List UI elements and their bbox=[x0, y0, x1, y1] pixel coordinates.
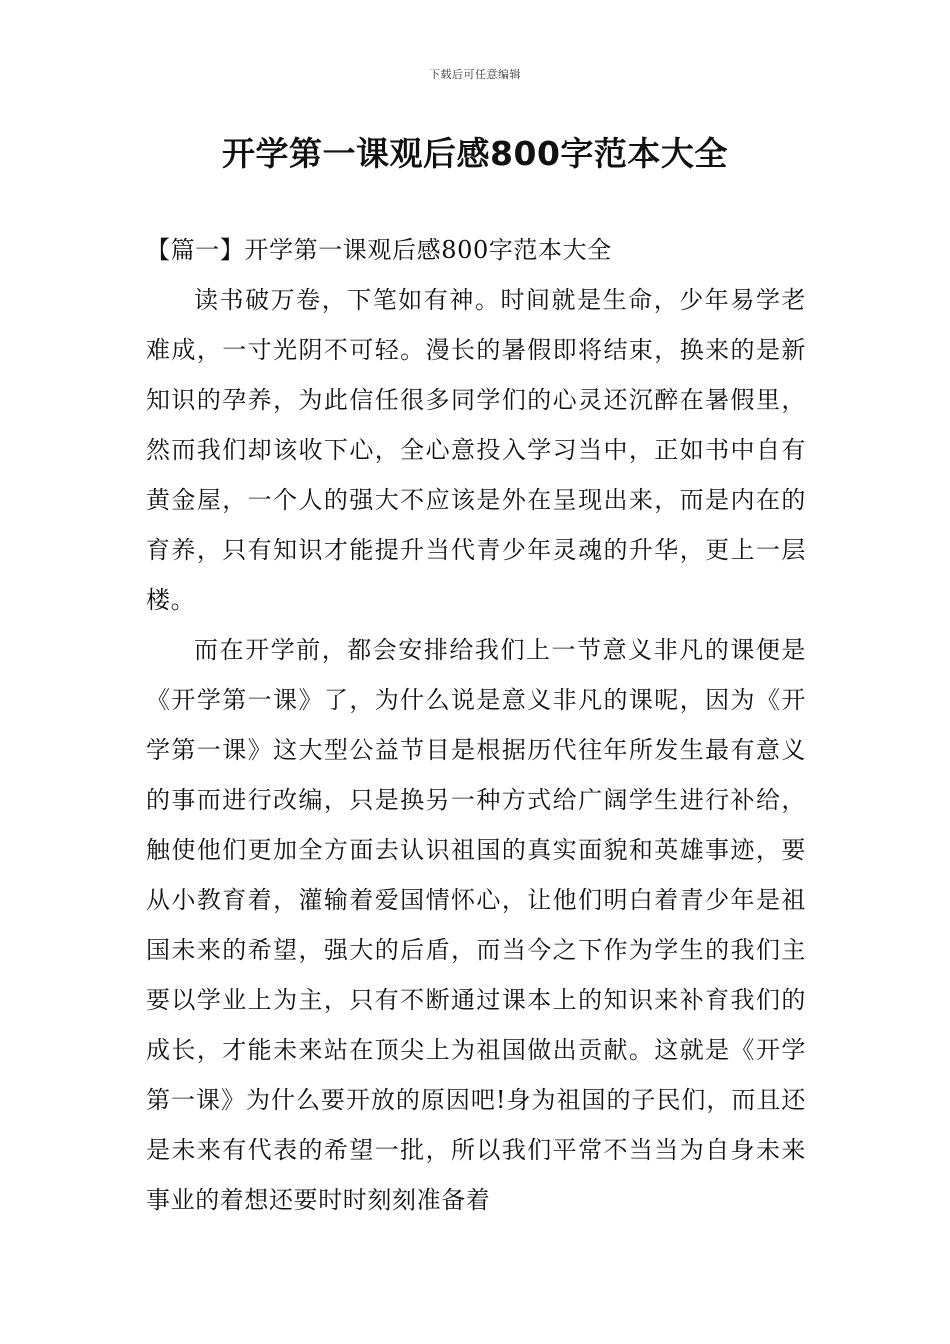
header-note: 下载后可任意编辑 bbox=[429, 68, 521, 81]
section-heading: 【篇一】开学第一课观后感800字范本大全 bbox=[146, 236, 612, 264]
document-body bbox=[146, 225, 806, 1225]
paragraph: 而在开学前，都会安排给我们上一节意义非凡的课便是《开学第一课》了，为什么说是意义非凡的课呢，因为《开学第一课》这大型公益节目是根据历代往年所发生最有意义的事而进行改编，只是换另一种方式给广阔学生进行补给，触使他们更加全方面去认识祖国的真实面貌和英雄事迹，要从小教育着，灌输着爱国情怀心，让他们明白着青少年是祖国未来的希望，强大的后盾，而当今之下作为学生的我们主要以学业上为主，只有不断通过课本上的知识来补育我们的成长，才能未来站在顶尖上为祖国做出贡献。这就是《开学第一课》为什么要开放的原因吧!身为祖国的子民们，而且还是未来有代表的希望一批，所以我们平常不当当为自身未来事业的着想还要时时刻刻准备着 bbox=[146, 636, 806, 1214]
document-title: 开学第一课观后感800字范本大全 bbox=[222, 134, 728, 173]
paragraph: 读书破万卷，下笔如有神。时间就是生命，少年易学老难成，一寸光阴不可轻。漫长的暑假即将结束，换来的是新知识的孕养，为此信任很多同学们的心灵还沉醉在暑假里，然而我们却该收下心，全心意投入学习当中，正如书中自有黄金屋，一个人的强大不应该是外在呈现出来，而是内在的育养，只有知识才能提升当代青少年灵魂的升华，更上一层楼。 bbox=[146, 286, 806, 614]
